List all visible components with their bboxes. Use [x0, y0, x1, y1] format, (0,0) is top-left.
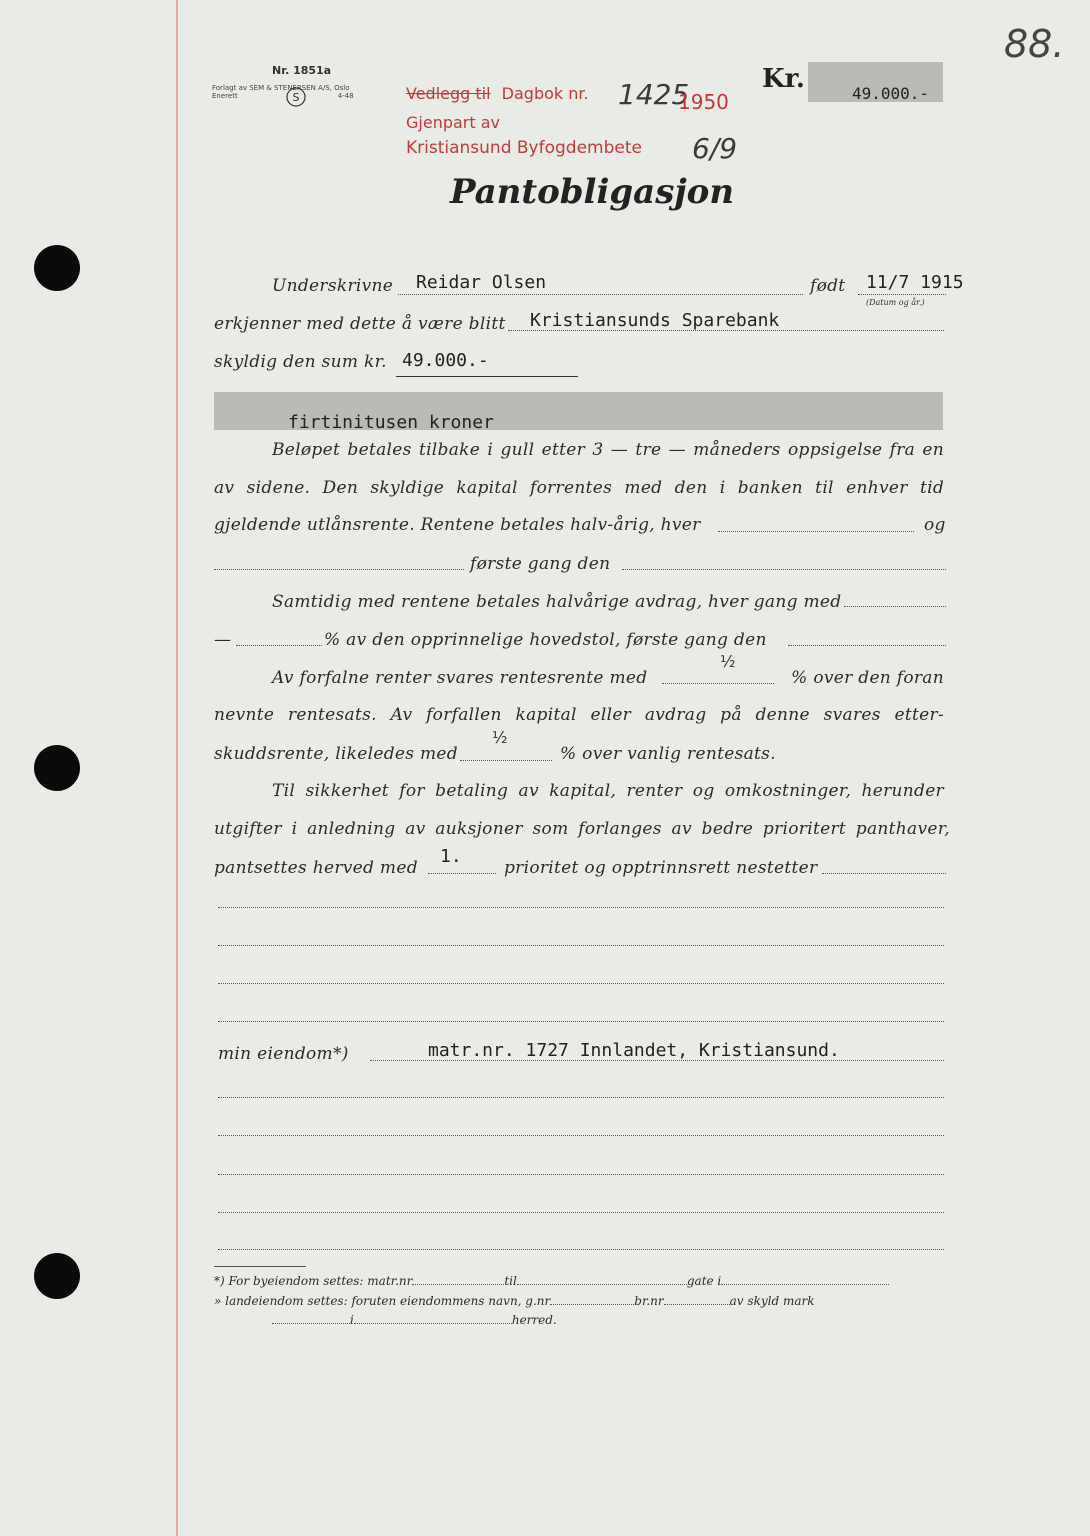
creditor-label: erkjenner med dette å være blitt	[214, 314, 506, 334]
body-line-2: av sidene. Den skyldige kapital forrentes med den i banken til enhver tid	[214, 478, 944, 498]
creditor-name: Kristiansunds Sparebank	[530, 310, 780, 331]
blank-line	[218, 907, 944, 908]
body-line-6-dots-b	[788, 645, 946, 646]
blank-line	[218, 1212, 944, 1213]
footnote-3a: i	[350, 1313, 354, 1327]
born-dots	[858, 294, 946, 295]
body-line-10: Til sikkerhet for betaling av kapital, renter og omkostninger, herunder	[272, 781, 944, 801]
body-line-9a: skuddsrente, likeledes med	[214, 744, 458, 764]
body-line-6b: % av den opprinnelige hovedstol, første gang den	[324, 630, 767, 650]
publisher-line-2: Enerett	[212, 92, 238, 100]
born-date: 11/7 1915	[866, 272, 964, 293]
footnote-line-3	[272, 1313, 557, 1327]
body-line-12-dots-b	[822, 873, 946, 874]
blank-line	[218, 1174, 944, 1175]
body-line-7a: Av forfalne renter svares rentesrente med	[272, 668, 648, 688]
body-line-9-dots	[460, 760, 552, 761]
publisher-logo	[285, 86, 307, 108]
page-number: 88.	[1004, 22, 1065, 66]
footnote-2a: » landeiendom settes: foruten eiendommens navn, g.nr	[214, 1294, 551, 1308]
margin-line	[176, 0, 178, 1536]
publisher-info	[212, 84, 402, 100]
form-number: Nr. 1851a	[272, 64, 332, 77]
blank-line	[218, 1097, 944, 1098]
footnote-2c: av skyld mark	[729, 1294, 815, 1308]
blank-line	[218, 1021, 944, 1022]
body-line-7-dots	[662, 683, 774, 684]
body-line-9-rate: ½	[492, 728, 508, 747]
footnote-1c: gate i	[686, 1274, 722, 1288]
stamp-year: 1950	[678, 90, 729, 114]
dagbok-number: 1425	[618, 78, 690, 111]
footnote-1a: *) For byeiendom settes: matr.nr	[214, 1274, 413, 1288]
property-value: matr.nr. 1727 Innlandet, Kristiansund.	[428, 1040, 840, 1061]
body-line-4-dots-a	[214, 569, 464, 570]
signer-name: Reidar Olsen	[416, 272, 547, 293]
punch-hole	[34, 745, 80, 791]
stamp-date: 6/9	[692, 132, 738, 165]
body-line-4: første gang den	[470, 554, 611, 574]
sum-words: firtinitusen kroner	[288, 412, 494, 433]
body-line-1: Beløpet betales tilbake i gull etter 3 — tre — måneders oppsigelse fra en	[272, 440, 944, 460]
body-line-6-dots-a	[236, 645, 322, 646]
property-label: min eiendom*)	[218, 1044, 349, 1064]
publisher-date: 4-48	[337, 92, 354, 100]
kr-label: Kr.	[762, 64, 805, 94]
punch-hole	[34, 245, 80, 291]
body-line-4-dots-b	[622, 569, 946, 570]
body-line-11: utgifter i anledning av auksjoner som forlanges av bedre prioritert panthaver,	[214, 819, 950, 839]
signer-dots	[398, 294, 803, 295]
blank-line	[218, 1135, 944, 1136]
body-line-5: Samtidig med rentene betales halvårige avdrag, hver gang med	[272, 592, 842, 612]
publisher-line-1: Forlagt av SEM & STENERSEN A/S, Oslo	[212, 84, 350, 92]
body-line-12a: pantsettes herved med	[214, 858, 418, 878]
body-line-12b: prioritet og opptrinnsrett nestetter	[504, 858, 818, 878]
footnote-rule	[214, 1266, 306, 1267]
stamp-line-2: Gjenpart av	[406, 113, 500, 132]
born-label: født	[810, 276, 846, 296]
footnote-3b: herred.	[511, 1313, 557, 1327]
body-line-8: nevnte rentesats. Av forfallen kapital eller avdrag på denne svares etter-	[214, 705, 944, 725]
body-line-7-rate: ½	[720, 652, 736, 671]
stamp-struck-text: Vedlegg til	[406, 84, 491, 103]
sum-label: skyldig den sum kr.	[214, 352, 387, 372]
svg-text:S: S	[292, 91, 300, 104]
body-line-3a: gjeldende utlånsrente. Rentene betales halv-årig, hver	[214, 515, 701, 535]
body-line-3-dots	[718, 531, 914, 532]
body-line-12-dots-a	[428, 873, 496, 874]
blank-line	[218, 1249, 944, 1250]
priority-value: 1.	[440, 846, 462, 867]
blank-line	[218, 945, 944, 946]
body-line-6a: —	[214, 630, 232, 650]
sum-value: 49.000.-	[402, 350, 489, 371]
amount-value: 49.000.-	[852, 84, 930, 103]
body-line-9b: % over vanlig rentesats.	[560, 744, 776, 764]
footnote-2b: br.nr	[634, 1294, 664, 1308]
body-line-7b: % over den foran	[791, 668, 944, 688]
signer-label: Underskrivne	[272, 276, 394, 296]
footnote-line-2	[214, 1294, 815, 1308]
footnote-line-1	[214, 1274, 889, 1288]
blank-line	[218, 983, 944, 984]
document-title: Pantobligasjon	[450, 172, 735, 212]
date-hint: (Datum og år.)	[866, 298, 925, 307]
body-line-3b: og	[924, 515, 946, 535]
stamp-line-1	[406, 84, 589, 103]
stamp-dagbok-label: Dagbok nr.	[501, 84, 589, 103]
sum-underline	[396, 376, 578, 377]
stamp-line-3: Kristiansund Byfogdembete	[406, 138, 642, 158]
body-line-5-dots	[844, 606, 946, 607]
footnote-1b: til	[504, 1274, 517, 1288]
punch-hole	[34, 1253, 80, 1299]
